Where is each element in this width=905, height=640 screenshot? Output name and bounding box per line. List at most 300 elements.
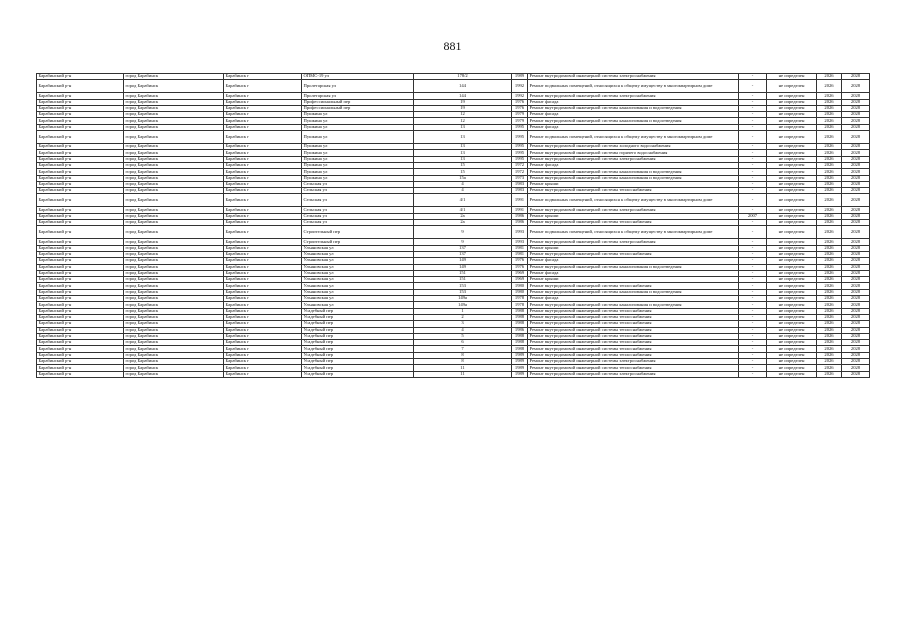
street-cell: Пушкина ул: [302, 112, 414, 118]
start-year-cell: 2026: [817, 365, 842, 371]
settlement-cell: город Барабинск: [124, 105, 224, 111]
work-type-cell: Ремонт внутридомовой инженерной системы теплоснабжения: [528, 346, 739, 352]
settlement-cell: город Барабинск: [124, 365, 224, 371]
start-year-cell: 2026: [817, 124, 842, 130]
street-cell: Сельская ул: [302, 220, 414, 226]
start-year-cell: 2026: [817, 105, 842, 111]
start-year-cell: 2026: [817, 112, 842, 118]
settlement-cell: город Барабинск: [124, 112, 224, 118]
work-type-cell: Ремонт внутридомовой инженерной системы канализования и водоотведения: [528, 118, 739, 124]
build-year-cell: 1972: [512, 169, 528, 175]
capital-repair-table-container: [36, 73, 869, 378]
house-number-cell: 9: [414, 239, 512, 245]
end-year-cell: 2028: [842, 156, 870, 162]
house-number-cell: 13: [414, 124, 512, 130]
cost-cell: не определен: [767, 277, 817, 283]
last-repair-year-cell: -: [739, 144, 767, 150]
work-type-cell: Ремонт подвальных помещений, относящихся к общему имуществу в многоквартирном доме: [528, 80, 739, 93]
work-type-cell: Ремонт внутридомовой инженерной системы электроснабжения: [528, 93, 739, 99]
cost-cell: не определен: [767, 131, 817, 144]
district-cell: Барабинский р-н: [37, 258, 124, 264]
page-number: 881: [443, 39, 462, 53]
settlement-cell: город Барабинск: [124, 296, 224, 302]
district-cell: Барабинский р-н: [37, 93, 124, 99]
street-cell: Ульяновская ул: [302, 289, 414, 295]
settlement-cell: город Барабинск: [124, 226, 224, 239]
house-number-cell: 153: [414, 289, 512, 295]
district-cell: Барабинский р-н: [37, 239, 124, 245]
settlement-cell: город Барабинск: [124, 74, 224, 80]
district-cell: Барабинский р-н: [37, 181, 124, 187]
end-year-cell: 2028: [842, 245, 870, 251]
street-cell: Усадебный пер: [302, 333, 414, 339]
house-number-cell: 149: [414, 264, 512, 270]
district-cell: Барабинский р-н: [37, 220, 124, 226]
district-cell: Барабинский р-н: [37, 321, 124, 327]
settlement-cell: город Барабинск: [124, 289, 224, 295]
start-year-cell: 2026: [817, 80, 842, 93]
work-type-cell: Ремонт внутридомовой инженерной системы теплоснабжения: [528, 308, 739, 314]
city-cell: Барабинск г: [224, 270, 302, 276]
cost-cell: не определен: [767, 270, 817, 276]
last-repair-year-cell: -: [739, 150, 767, 156]
start-year-cell: 2026: [817, 251, 842, 257]
house-number-cell: 137: [414, 245, 512, 251]
settlement-cell: город Барабинск: [124, 314, 224, 320]
work-type-cell: Ремонт крыши: [528, 213, 739, 219]
street-cell: Усадебный пер: [302, 321, 414, 327]
work-type-cell: Ремонт внутридомовой инженерной системы электроснабжения: [528, 74, 739, 80]
last-repair-year-cell: -: [739, 207, 767, 213]
last-repair-year-cell: -: [739, 93, 767, 99]
end-year-cell: 2028: [842, 258, 870, 264]
street-cell: Сельская ул: [302, 181, 414, 187]
cost-cell: не определен: [767, 74, 817, 80]
district-cell: Барабинский р-н: [37, 270, 124, 276]
build-year-cell: 1980: [512, 283, 528, 289]
district-cell: Барабинский р-н: [37, 112, 124, 118]
start-year-cell: 2026: [817, 327, 842, 333]
last-repair-year-cell: -: [739, 220, 767, 226]
street-cell: Пушкина ул: [302, 124, 414, 130]
end-year-cell: 2028: [842, 346, 870, 352]
cost-cell: не определен: [767, 327, 817, 333]
street-cell: Усадебный пер: [302, 365, 414, 371]
street-cell: ОПМС-19 ул: [302, 74, 414, 80]
cost-cell: не определен: [767, 321, 817, 327]
work-type-cell: Ремонт внутридомовой инженерной системы теплоснабжения: [528, 333, 739, 339]
city-cell: Барабинск г: [224, 340, 302, 346]
work-type-cell: Ремонт подвальных помещений, относящихся к общему имуществу в многоквартирном доме: [528, 226, 739, 239]
district-cell: Барабинский р-н: [37, 144, 124, 150]
build-year-cell: 1995: [512, 156, 528, 162]
house-number-cell: 13: [414, 131, 512, 144]
start-year-cell: 2026: [817, 296, 842, 302]
end-year-cell: 2028: [842, 207, 870, 213]
start-year-cell: 2026: [817, 207, 842, 213]
street-cell: Пушкина ул: [302, 150, 414, 156]
house-number-cell: 8: [414, 358, 512, 364]
street-cell: Ульяновская ул: [302, 302, 414, 308]
last-repair-year-cell: -: [739, 365, 767, 371]
cost-cell: не определен: [767, 181, 817, 187]
work-type-cell: Ремонт внутридомовой инженерной системы канализования и водоотведения: [528, 175, 739, 181]
house-number-cell: 12: [414, 118, 512, 124]
end-year-cell: 2028: [842, 194, 870, 207]
cost-cell: не определен: [767, 308, 817, 314]
house-number-cell: 15: [414, 169, 512, 175]
house-number-cell: 2: [414, 314, 512, 320]
start-year-cell: 2026: [817, 346, 842, 352]
street-cell: Строительный пер: [302, 226, 414, 239]
start-year-cell: 2026: [817, 220, 842, 226]
settlement-cell: город Барабинск: [124, 144, 224, 150]
settlement-cell: город Барабинск: [124, 220, 224, 226]
street-cell: Ульяновская ул: [302, 258, 414, 264]
last-repair-year-cell: -: [739, 156, 767, 162]
start-year-cell: 2026: [817, 93, 842, 99]
end-year-cell: 2028: [842, 333, 870, 339]
last-repair-year-cell: -: [739, 239, 767, 245]
street-cell: Усадебный пер: [302, 314, 414, 320]
work-type-cell: Ремонт внутридомовой инженерной системы электроснабжения: [528, 371, 739, 377]
city-cell: Барабинск г: [224, 333, 302, 339]
street-cell: Ульяновская ул: [302, 277, 414, 283]
street-cell: Пушкина ул: [302, 131, 414, 144]
work-type-cell: Ремонт внутридомовой инженерной системы теплоснабжения: [528, 251, 739, 257]
city-cell: Барабинск г: [224, 352, 302, 358]
street-cell: Пушкина ул: [302, 162, 414, 168]
settlement-cell: город Барабинск: [124, 188, 224, 194]
cost-cell: не определен: [767, 105, 817, 111]
work-type-cell: Ремонт подвальных помещений, относящихся к общему имуществу в многоквартирном доме: [528, 131, 739, 144]
street-cell: Усадебный пер: [302, 371, 414, 377]
end-year-cell: 2028: [842, 124, 870, 130]
end-year-cell: 2028: [842, 321, 870, 327]
work-type-cell: Ремонт внутридомовой инженерной системы теплоснабжения: [528, 340, 739, 346]
build-year-cell: 1995: [512, 144, 528, 150]
work-type-cell: Ремонт крыши: [528, 181, 739, 187]
city-cell: Барабинск г: [224, 118, 302, 124]
start-year-cell: 2026: [817, 258, 842, 264]
settlement-cell: город Барабинск: [124, 213, 224, 219]
last-repair-year-cell: -: [739, 314, 767, 320]
city-cell: Барабинск г: [224, 302, 302, 308]
house-number-cell: 151: [414, 277, 512, 283]
city-cell: Барабинск г: [224, 365, 302, 371]
end-year-cell: 2028: [842, 314, 870, 320]
house-number-cell: 2а: [414, 213, 512, 219]
build-year-cell: 1995: [512, 150, 528, 156]
city-cell: Барабинск г: [224, 258, 302, 264]
settlement-cell: город Барабинск: [124, 169, 224, 175]
start-year-cell: 2026: [817, 245, 842, 251]
street-cell: Профессиональный пер: [302, 105, 414, 111]
build-year-cell: 1991: [512, 194, 528, 207]
cost-cell: не определен: [767, 194, 817, 207]
city-cell: Барабинск г: [224, 156, 302, 162]
build-year-cell: 1991: [512, 207, 528, 213]
build-year-cell: 1992: [512, 93, 528, 99]
house-number-cell: 3: [414, 321, 512, 327]
district-cell: Барабинский р-н: [37, 99, 124, 105]
start-year-cell: 2026: [817, 270, 842, 276]
street-cell: Усадебный пер: [302, 340, 414, 346]
district-cell: Барабинский р-н: [37, 124, 124, 130]
start-year-cell: 2026: [817, 74, 842, 80]
cost-cell: не определен: [767, 371, 817, 377]
settlement-cell: город Барабинск: [124, 277, 224, 283]
city-cell: Барабинск г: [224, 162, 302, 168]
start-year-cell: 2026: [817, 283, 842, 289]
last-repair-year-cell: -: [739, 277, 767, 283]
cost-cell: не определен: [767, 220, 817, 226]
work-type-cell: Ремонт внутридомовой инженерной системы канализования и водоотведения: [528, 302, 739, 308]
city-cell: Барабинск г: [224, 169, 302, 175]
city-cell: Барабинск г: [224, 99, 302, 105]
house-number-cell: 7: [414, 346, 512, 352]
work-type-cell: Ремонт фасада: [528, 99, 739, 105]
start-year-cell: 2026: [817, 99, 842, 105]
cost-cell: не определен: [767, 162, 817, 168]
start-year-cell: 2026: [817, 239, 842, 245]
house-number-cell: 153: [414, 283, 512, 289]
work-type-cell: Ремонт внутридомовой инженерной системы холодного водоснабжения: [528, 144, 739, 150]
district-cell: Барабинский р-н: [37, 213, 124, 219]
end-year-cell: 2028: [842, 93, 870, 99]
end-year-cell: 2028: [842, 118, 870, 124]
district-cell: Барабинский р-н: [37, 358, 124, 364]
house-number-cell: 6: [414, 340, 512, 346]
street-cell: Пушкина ул: [302, 156, 414, 162]
city-cell: Барабинск г: [224, 226, 302, 239]
build-year-cell: 1993: [512, 239, 528, 245]
work-type-cell: Ремонт внутридомовой инженерной системы канализования и водоотведения: [528, 169, 739, 175]
build-year-cell: 1986: [512, 327, 528, 333]
city-cell: Барабинск г: [224, 371, 302, 377]
start-year-cell: 2026: [817, 358, 842, 364]
house-number-cell: 4/1: [414, 207, 512, 213]
end-year-cell: 2028: [842, 270, 870, 276]
work-type-cell: Ремонт внутридомовой инженерной системы электроснабжения: [528, 207, 739, 213]
last-repair-year-cell: -: [739, 131, 767, 144]
district-cell: Барабинский р-н: [37, 188, 124, 194]
house-number-cell: 1: [414, 308, 512, 314]
last-repair-year-cell: -: [739, 264, 767, 270]
district-cell: Барабинский р-н: [37, 365, 124, 371]
last-repair-year-cell: -: [739, 112, 767, 118]
work-type-cell: Ремонт внутридомовой инженерной системы канализования и водоотведения: [528, 289, 739, 295]
cost-cell: не определен: [767, 264, 817, 270]
city-cell: Барабинск г: [224, 283, 302, 289]
cost-cell: не определен: [767, 314, 817, 320]
district-cell: Барабинский р-н: [37, 371, 124, 377]
build-year-cell: 1988: [512, 333, 528, 339]
house-number-cell: 19: [414, 99, 512, 105]
cost-cell: не определен: [767, 258, 817, 264]
city-cell: Барабинск г: [224, 245, 302, 251]
start-year-cell: 2026: [817, 150, 842, 156]
work-type-cell: Ремонт фасада: [528, 296, 739, 302]
street-cell: Профессиональный пер: [302, 99, 414, 105]
cost-cell: не определен: [767, 118, 817, 124]
start-year-cell: 2026: [817, 156, 842, 162]
work-type-cell: Ремонт крыши: [528, 245, 739, 251]
end-year-cell: 2028: [842, 162, 870, 168]
work-type-cell: Ремонт фасада: [528, 124, 739, 130]
last-repair-year-cell: -: [739, 321, 767, 327]
last-repair-year-cell: -: [739, 358, 767, 364]
house-number-cell: 13: [414, 150, 512, 156]
city-cell: Барабинск г: [224, 308, 302, 314]
cost-cell: не определен: [767, 289, 817, 295]
city-cell: Барабинск г: [224, 213, 302, 219]
district-cell: Барабинский р-н: [37, 277, 124, 283]
work-type-cell: Ремонт внутридомовой инженерной системы электроснабжения: [528, 156, 739, 162]
district-cell: Барабинский р-н: [37, 118, 124, 124]
city-cell: Барабинск г: [224, 220, 302, 226]
start-year-cell: 2026: [817, 169, 842, 175]
city-cell: Барабинск г: [224, 175, 302, 181]
start-year-cell: 2026: [817, 144, 842, 150]
district-cell: Барабинский р-н: [37, 150, 124, 156]
settlement-cell: город Барабинск: [124, 118, 224, 124]
house-number-cell: 137: [414, 251, 512, 257]
last-repair-year-cell: -: [739, 289, 767, 295]
cost-cell: не определен: [767, 144, 817, 150]
build-year-cell: 1988: [512, 340, 528, 346]
district-cell: Барабинский р-н: [37, 314, 124, 320]
build-year-cell: 1988: [512, 308, 528, 314]
district-cell: Барабинский р-н: [37, 162, 124, 168]
district-cell: Барабинский р-н: [37, 80, 124, 93]
cost-cell: не определен: [767, 333, 817, 339]
start-year-cell: 2026: [817, 333, 842, 339]
district-cell: Барабинский р-н: [37, 264, 124, 270]
street-cell: Ульяновская ул: [302, 283, 414, 289]
build-year-cell: 1969: [512, 277, 528, 283]
city-cell: Барабинск г: [224, 131, 302, 144]
last-repair-year-cell: -: [739, 188, 767, 194]
start-year-cell: 2026: [817, 162, 842, 168]
street-cell: Усадебный пер: [302, 352, 414, 358]
start-year-cell: 2026: [817, 226, 842, 239]
cost-cell: не определен: [767, 156, 817, 162]
city-cell: Барабинск г: [224, 194, 302, 207]
house-number-cell: 15а: [414, 175, 512, 181]
last-repair-year-cell: -: [739, 194, 767, 207]
last-repair-year-cell: -: [739, 283, 767, 289]
settlement-cell: город Барабинск: [124, 352, 224, 358]
settlement-cell: город Барабинск: [124, 371, 224, 377]
table-body: [37, 74, 870, 378]
street-cell: Сельская ул: [302, 188, 414, 194]
end-year-cell: 2028: [842, 251, 870, 257]
house-number-cell: 2а: [414, 220, 512, 226]
work-type-cell: Ремонт внутридомовой инженерной системы теплоснабжения: [528, 314, 739, 320]
district-cell: Барабинский р-н: [37, 283, 124, 289]
work-type-cell: Ремонт внутридомовой инженерной системы теплоснабжения: [528, 365, 739, 371]
start-year-cell: 2026: [817, 175, 842, 181]
district-cell: Барабинский р-н: [37, 194, 124, 207]
house-number-cell: 11: [414, 371, 512, 377]
end-year-cell: 2028: [842, 99, 870, 105]
work-type-cell: Ремонт внутридомовой инженерной системы горячего водоснабжения: [528, 150, 739, 156]
street-cell: Ульяновская ул: [302, 296, 414, 302]
end-year-cell: 2028: [842, 264, 870, 270]
last-repair-year-cell: -: [739, 162, 767, 168]
house-number-cell: 15: [414, 162, 512, 168]
start-year-cell: 2026: [817, 181, 842, 187]
city-cell: Барабинск г: [224, 314, 302, 320]
cost-cell: не определен: [767, 213, 817, 219]
table-row: [37, 131, 870, 144]
settlement-cell: город Барабинск: [124, 93, 224, 99]
settlement-cell: город Барабинск: [124, 175, 224, 181]
last-repair-year-cell: -: [739, 327, 767, 333]
cost-cell: не определен: [767, 188, 817, 194]
cost-cell: не определен: [767, 124, 817, 130]
last-repair-year-cell: -: [739, 226, 767, 239]
end-year-cell: 2028: [842, 213, 870, 219]
cost-cell: не определен: [767, 112, 817, 118]
settlement-cell: город Барабинск: [124, 124, 224, 130]
work-type-cell: Ремонт фасада: [528, 112, 739, 118]
work-type-cell: Ремонт подвальных помещений, относящихся к общему имуществу в многоквартирном доме: [528, 194, 739, 207]
end-year-cell: 2028: [842, 131, 870, 144]
settlement-cell: город Барабинск: [124, 194, 224, 207]
house-number-cell: 11: [414, 365, 512, 371]
end-year-cell: 2028: [842, 74, 870, 80]
end-year-cell: 2028: [842, 296, 870, 302]
end-year-cell: 2028: [842, 283, 870, 289]
cost-cell: не определен: [767, 207, 817, 213]
house-number-cell: 12: [414, 112, 512, 118]
settlement-cell: город Барабинск: [124, 321, 224, 327]
city-cell: Барабинск г: [224, 144, 302, 150]
house-number-cell: 178/2: [414, 74, 512, 80]
last-repair-year-cell: -: [739, 302, 767, 308]
cost-cell: не определен: [767, 93, 817, 99]
street-cell: Ульяновская ул: [302, 245, 414, 251]
city-cell: Барабинск г: [224, 358, 302, 364]
house-number-cell: 149а: [414, 302, 512, 308]
work-type-cell: Ремонт крыши: [528, 277, 739, 283]
settlement-cell: город Барабинск: [124, 270, 224, 276]
table-row: [37, 194, 870, 207]
build-year-cell: 1976: [512, 258, 528, 264]
city-cell: Барабинск г: [224, 264, 302, 270]
house-number-cell: 4: [414, 188, 512, 194]
start-year-cell: 2026: [817, 308, 842, 314]
cost-cell: не определен: [767, 150, 817, 156]
start-year-cell: 2026: [817, 352, 842, 358]
settlement-cell: город Барабинск: [124, 264, 224, 270]
house-number-cell: 13: [414, 156, 512, 162]
build-year-cell: 1995: [512, 131, 528, 144]
end-year-cell: 2028: [842, 327, 870, 333]
last-repair-year-cell: -: [739, 346, 767, 352]
build-year-cell: 1972: [512, 162, 528, 168]
cost-cell: не определен: [767, 226, 817, 239]
street-cell: Пушкина ул: [302, 118, 414, 124]
city-cell: Барабинск г: [224, 124, 302, 130]
last-repair-year-cell: -: [739, 80, 767, 93]
city-cell: Барабинск г: [224, 239, 302, 245]
settlement-cell: город Барабинск: [124, 150, 224, 156]
house-number-cell: 5: [414, 333, 512, 339]
street-cell: Ульяновская ул: [302, 264, 414, 270]
